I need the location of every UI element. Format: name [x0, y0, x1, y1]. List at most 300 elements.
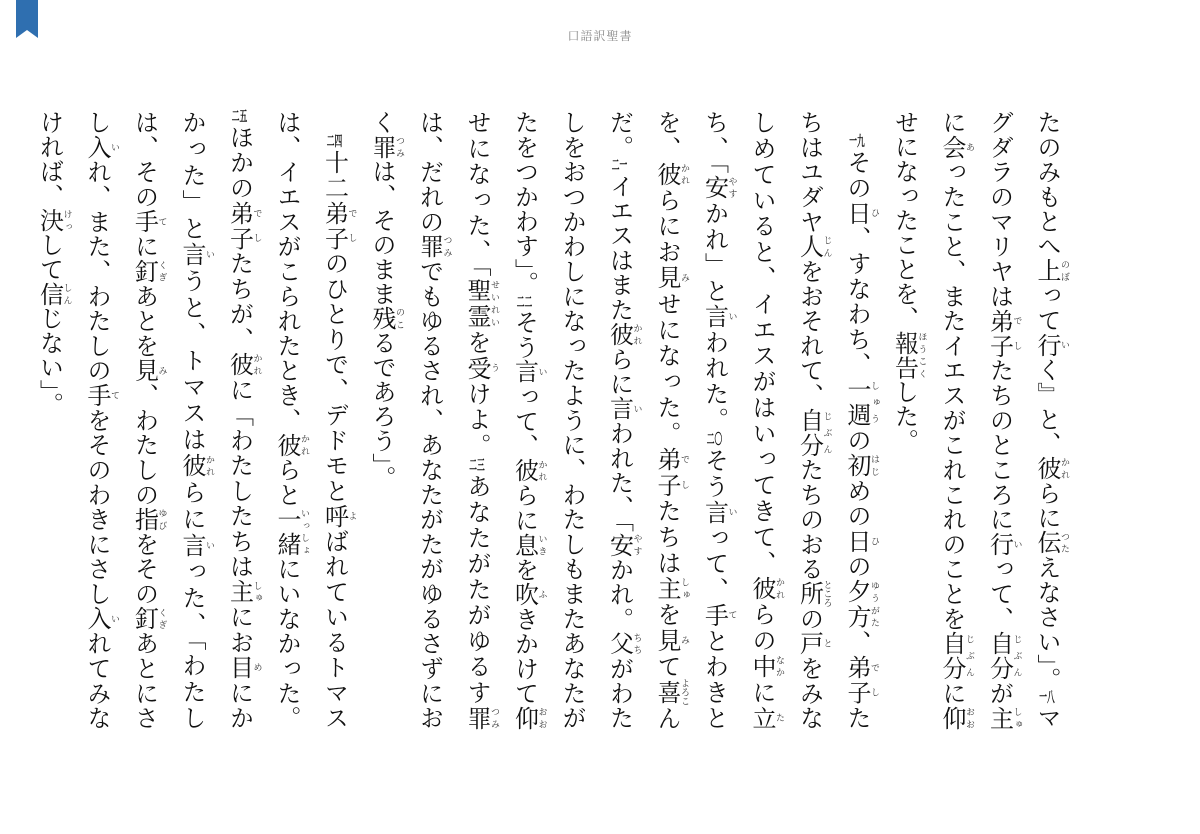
ruby-reading: ゆび: [156, 507, 167, 532]
text-run: らに: [178, 479, 206, 533]
furigana-word: [178, 453, 214, 480]
text-run: を: [653, 602, 681, 628]
ruby-reading: かれ: [1059, 456, 1069, 481]
text-run: にいなかった。: [273, 556, 301, 730]
furigana-word: [510, 532, 547, 558]
furigana-word: [653, 627, 689, 654]
furigana-word: [843, 200, 879, 226]
text-run: たのみもとへ: [1033, 110, 1061, 259]
ruby-reading: つみ: [441, 234, 452, 259]
text-run: そう: [700, 448, 729, 500]
ruby-base: 信: [35, 281, 64, 306]
text-run: たちのおる: [795, 457, 824, 582]
text-run: く』と、: [1033, 357, 1061, 457]
ruby-reading: いき: [536, 532, 547, 558]
ruby-reading: しゅ: [679, 576, 689, 601]
ruby-reading: つた: [1059, 530, 1069, 555]
ruby-base: 残: [368, 306, 396, 331]
furigana-word: [890, 330, 927, 380]
passage-text: [35, 110, 1070, 731]
text-run: をそのわきにさし: [83, 407, 111, 607]
furigana-word: [748, 705, 784, 731]
ruby-base: 手: [700, 602, 729, 629]
ruby-reading: じぶん: [964, 631, 974, 681]
text-run: に: [130, 234, 159, 259]
text-run: たちはユダヤ: [795, 110, 871, 730]
ruby-base: 日: [843, 200, 871, 226]
text-run: らに: [510, 483, 539, 533]
ruby-base: 釘: [130, 258, 159, 284]
ruby-reading: やす: [631, 532, 642, 558]
furigana-word: [1033, 258, 1069, 284]
furigana-word: [273, 432, 309, 458]
ruby-base: 自分: [938, 631, 966, 681]
text-run: ち、「: [700, 110, 729, 176]
ruby-reading: あ: [964, 134, 974, 160]
ruby-base: 行: [985, 531, 1014, 557]
text-run: あとにさし: [83, 110, 159, 730]
text-run: ばれているトマスは、イエスがこられたとき、: [273, 110, 349, 730]
ruby-base: 行: [1033, 332, 1061, 358]
ruby-base: 夕方: [843, 579, 871, 630]
furigana-word: [653, 161, 689, 188]
ruby-reading: しゅ: [1011, 705, 1022, 730]
text-run: マグダラのマリヤは: [985, 110, 1061, 731]
ruby-reading: のこ: [394, 306, 404, 331]
text-run: きかけて: [510, 606, 539, 706]
furigana-word: [938, 705, 974, 731]
text-run: は、だれの: [415, 110, 444, 235]
ruby-base: 言: [700, 304, 729, 330]
ruby-reading: み: [679, 627, 689, 653]
ruby-reading: ほうこく: [916, 330, 927, 380]
ruby-reading: い: [536, 359, 547, 384]
ruby-base: 言: [510, 359, 539, 385]
text-run: をみなしめていると、イエスがはいってきて、: [748, 110, 824, 730]
paragraph: [35, 110, 357, 731]
text-run: あとを: [130, 283, 159, 359]
furigana-word: [700, 304, 737, 330]
furigana-word: [368, 134, 404, 160]
ruby-reading: おお: [964, 705, 974, 730]
furigana-word: [510, 705, 547, 731]
text-run: われた、「: [605, 420, 634, 533]
ruby-base: 息: [510, 532, 539, 558]
furigana-word: [83, 382, 119, 408]
ruby-base: 父: [605, 631, 634, 657]
ruby-reading: くぎ: [156, 606, 167, 631]
ruby-base: 安: [605, 532, 634, 558]
reading-pane[interactable]: [35, 100, 1070, 800]
ruby-reading: じぶん: [821, 407, 832, 458]
paragraph: [368, 110, 879, 731]
furigana-word: [795, 407, 832, 458]
furigana-word: [130, 358, 167, 383]
verse-number: 二〇: [706, 432, 723, 447]
text-run: に: [938, 680, 966, 706]
verse-number: 一八: [1039, 691, 1055, 706]
text-run: の: [843, 427, 871, 453]
ruby-reading: ふ: [536, 582, 547, 607]
ruby-reading: しん: [61, 281, 72, 306]
ruby-base: 言: [700, 499, 729, 526]
ruby-base: 喜: [653, 678, 681, 706]
ruby-base: 弟子: [653, 446, 681, 499]
furigana-word: [35, 208, 72, 233]
ruby-reading: ところ: [821, 580, 832, 608]
furigana-word: [1033, 332, 1069, 358]
text-run: うと、トマスは: [178, 268, 206, 454]
ruby-base: 聖霊: [463, 278, 491, 330]
ruby-reading: かれ: [679, 161, 689, 187]
ruby-base: 立: [748, 705, 776, 731]
ruby-reading: た: [774, 705, 784, 731]
furigana-word: [653, 678, 689, 706]
text-run: 、わたしの: [130, 382, 159, 507]
ruby-reading: かれ: [204, 453, 214, 478]
ruby-base: 伝: [1033, 530, 1061, 556]
ruby-base: 彼: [273, 432, 301, 458]
furigana-word: [843, 528, 879, 554]
furigana-word: [415, 234, 452, 259]
ruby-base: 主: [225, 579, 254, 605]
ruby-reading: やす: [726, 175, 737, 200]
ruby-base: 主: [653, 576, 681, 603]
furigana-word: [463, 278, 499, 330]
text-run: は、そのまま: [368, 159, 396, 306]
text-run: めの: [843, 478, 871, 529]
text-run: その: [843, 150, 871, 201]
ruby-base: 見: [130, 358, 159, 383]
furigana-word: [653, 446, 689, 499]
ruby-reading: しゅ: [251, 579, 262, 604]
furigana-word: [653, 576, 689, 603]
furigana-word: [843, 453, 879, 479]
ruby-base: 戸: [795, 631, 824, 656]
ruby-base: 人: [795, 234, 824, 259]
text-run: [843, 110, 871, 135]
furigana-word: [843, 377, 879, 428]
furigana-word: [273, 507, 309, 557]
ruby-base: 一週: [843, 377, 871, 428]
furigana-word: [605, 631, 642, 657]
furigana-word: [653, 265, 689, 292]
furigana-word: [700, 175, 737, 201]
ruby-base: 入: [83, 606, 111, 632]
text-run: らにお: [653, 187, 681, 266]
ruby-reading: い: [726, 499, 737, 524]
ruby-base: 彼: [225, 352, 254, 378]
ruby-reading: ひ: [869, 528, 879, 554]
text-run: 、: [843, 629, 871, 655]
furigana-word: [748, 653, 784, 680]
ruby-reading: ちち: [631, 631, 642, 656]
text-run: じない」。: [35, 306, 64, 417]
ruby-base: 吹: [510, 582, 539, 607]
text-run: せになった、「: [463, 110, 491, 279]
text-run: たちは: [653, 498, 681, 577]
text-run: の: [843, 554, 871, 580]
furigana-word: [605, 532, 642, 558]
text-run: らの: [748, 601, 776, 654]
ruby-base: 所: [795, 580, 824, 608]
text-run: たちが、: [225, 251, 254, 352]
furigana-word: [83, 606, 119, 632]
text-run: にかかった」と: [178, 110, 254, 730]
text-run: ほかの: [225, 124, 254, 201]
ruby-reading: じぶん: [1011, 631, 1022, 681]
furigana-word: [795, 631, 832, 656]
ruby-reading: う: [489, 355, 499, 380]
ruby-base: 仰: [938, 705, 966, 730]
text-run: とわきとを、: [653, 110, 729, 730]
ruby-base: 指: [130, 507, 159, 532]
ruby-reading: けっ: [61, 208, 72, 233]
ruby-reading: い: [631, 396, 642, 421]
page-title: 口語訳聖書: [567, 29, 633, 43]
ruby-reading: い: [109, 606, 119, 631]
paragraph: [890, 110, 1069, 731]
furigana-word: [510, 458, 547, 484]
text-run: るであろう」。: [368, 330, 396, 490]
ruby-base: 彼: [178, 453, 206, 480]
ruby-base: 彼: [1033, 456, 1061, 481]
text-run: を: [510, 557, 539, 582]
ruby-base: 罪: [415, 234, 444, 259]
ruby-reading: でし: [346, 200, 357, 251]
furigana-word: [795, 580, 832, 608]
ruby-base: 主: [985, 705, 1014, 730]
ruby-base: 決: [35, 208, 64, 233]
ruby-reading: でし: [251, 200, 262, 251]
ruby-reading: でし: [1011, 308, 1022, 358]
furigana-word: [83, 134, 119, 160]
ruby-base: 目: [225, 655, 254, 681]
ruby-base: 弟子: [320, 200, 349, 251]
furigana-word: [700, 499, 737, 526]
ruby-reading: と: [821, 631, 832, 656]
ruby-reading: て: [109, 382, 119, 408]
ruby-base: 釘: [130, 606, 159, 632]
furigana-word: [130, 507, 167, 532]
text-run: けよ。: [463, 381, 491, 459]
ruby-reading: め: [251, 655, 262, 680]
furigana-word: [843, 655, 879, 706]
text-run: に「わたしたちは: [225, 377, 254, 580]
text-run: あなたがたがゆるす: [463, 473, 491, 706]
ruby-reading: て: [726, 602, 737, 627]
furigana-word: [700, 602, 737, 629]
ruby-reading: よろこ: [679, 678, 689, 706]
text-run: れ、また、わたしの: [83, 159, 111, 383]
furigana-word: [178, 242, 214, 269]
ruby-reading: つみ: [489, 705, 499, 730]
ruby-base: 自分: [985, 631, 1014, 681]
text-run: 十二: [320, 150, 349, 201]
ruby-reading: かれ: [631, 322, 642, 347]
ruby-reading: くぎ: [156, 258, 167, 284]
ruby-base: 罪: [463, 705, 491, 730]
text-run: って、: [700, 525, 729, 603]
furigana-word: [463, 705, 499, 731]
furigana-word: [985, 308, 1022, 359]
ruby-base: 見: [653, 627, 681, 654]
ruby-reading: なか: [774, 653, 784, 679]
text-run: せになった。: [653, 291, 681, 447]
furigana-word: [320, 503, 357, 529]
ruby-base: 弟子: [985, 308, 1014, 359]
ruby-reading: い: [1059, 332, 1069, 358]
ruby-base: 仰: [510, 705, 539, 731]
text-run: ったこと、またイエスがこれこれのことを: [938, 159, 966, 632]
furigana-word: [130, 606, 167, 632]
furigana-word: [368, 306, 404, 331]
ruby-base: 一緒: [273, 507, 301, 557]
verse-number: 二二: [516, 295, 533, 310]
ruby-reading: かれ: [251, 352, 262, 377]
ruby-base: 日: [843, 528, 871, 554]
ruby-reading: かれ: [536, 458, 547, 483]
furigana-word: [463, 355, 499, 382]
ruby-base: 安: [700, 175, 729, 201]
ruby-base: 報告: [890, 330, 919, 380]
ruby-reading: おお: [536, 705, 547, 731]
ruby-reading: い: [204, 532, 214, 558]
ruby-reading: かれ: [774, 576, 784, 601]
furigana-word: [510, 582, 547, 607]
ruby-base: 上: [1033, 258, 1061, 284]
ruby-reading: よ: [346, 503, 357, 528]
ruby-reading: い: [1011, 531, 1022, 557]
ruby-reading: でし: [869, 655, 879, 705]
furigana-word: [748, 576, 784, 602]
text-run: った、「わたしは、その: [130, 110, 206, 731]
ruby-reading: かれ: [299, 432, 309, 458]
ruby-reading: て: [156, 209, 167, 234]
ruby-reading: み: [679, 265, 689, 290]
furigana-word: [985, 531, 1022, 557]
ruby-reading: い: [204, 242, 214, 267]
ruby-base: 言: [605, 396, 634, 421]
verse-number: 一九: [849, 135, 865, 150]
ruby-reading: い: [109, 134, 119, 160]
furigana-word: [938, 631, 974, 681]
ruby-base: 手: [130, 209, 159, 235]
ruby-reading: ひ: [869, 200, 879, 225]
furigana-word: [985, 631, 1022, 681]
text-run: をおそれて、: [795, 258, 824, 408]
ruby-base: 言: [178, 242, 206, 269]
furigana-word: [225, 579, 262, 605]
ruby-base: 彼: [748, 576, 776, 602]
text-run: らに: [1033, 480, 1061, 531]
text-run: を: [463, 329, 491, 356]
ruby-reading: じん: [821, 234, 832, 259]
text-run: 、すなわち、: [843, 225, 871, 378]
ruby-base: 自分: [795, 407, 824, 458]
text-run: たちのところに: [985, 358, 1014, 532]
ruby-reading: せいれい: [489, 278, 499, 329]
text-run: がわたしをおつかわしになったように、わたしもまたあなたがたをつかわす」。: [510, 110, 634, 731]
ruby-reading: い: [726, 304, 737, 329]
ruby-base: 受: [463, 355, 491, 382]
ruby-base: 中: [748, 653, 776, 680]
furigana-word: [605, 396, 642, 421]
text-run: って: [1033, 283, 1061, 333]
text-run: に: [748, 679, 776, 706]
ruby-reading: いっしょ: [299, 507, 309, 557]
furigana-word: [130, 258, 167, 284]
ruby-reading: しゅう: [869, 377, 879, 427]
text-run: かれ」と: [700, 201, 729, 304]
ruby-base: 会: [938, 134, 966, 160]
furigana-word: [985, 705, 1022, 731]
furigana-word: [510, 359, 547, 385]
ruby-base: 言: [178, 532, 206, 560]
text-run: せになったことを、: [890, 110, 919, 331]
furigana-word: [843, 579, 879, 630]
text-run: に: [938, 110, 966, 135]
ruby-base: 初: [843, 453, 871, 479]
text-run: でもゆるされ、あなたがたがゆるさずにおく: [368, 110, 444, 730]
ruby-base: 見: [653, 265, 681, 292]
ruby-reading: み: [156, 358, 167, 383]
text-run: えなさい」。: [1033, 555, 1061, 692]
verse-number: 二三: [469, 458, 485, 473]
text-run: れてみなければ、: [35, 110, 111, 730]
ruby-base: 弟子: [843, 655, 871, 706]
text-run: の: [795, 605, 824, 632]
text-run: って、: [510, 384, 539, 459]
text-run: われた。: [700, 329, 729, 433]
verse-number: 二四: [326, 135, 343, 150]
text-run: かれ。: [605, 557, 634, 632]
furigana-word: [1033, 456, 1069, 481]
text-run: らに: [605, 346, 634, 397]
ruby-reading: はじ: [869, 453, 879, 478]
ruby-reading: ゆうがた: [869, 579, 879, 629]
verse-number: 二五: [231, 110, 248, 124]
text-run: [321, 110, 349, 135]
furigana-word: [605, 322, 642, 347]
furigana-word: [178, 532, 214, 560]
ruby-base: 呼: [320, 503, 349, 529]
furigana-word: [225, 655, 262, 681]
text-run: にお: [225, 604, 254, 655]
text-run: って、: [985, 556, 1014, 632]
ruby-reading: つみ: [394, 134, 404, 159]
text-run: をその: [130, 531, 159, 607]
furigana-word: [35, 281, 72, 307]
text-run: して: [35, 232, 64, 282]
furigana-word: [1033, 530, 1069, 556]
text-run: のひとりで、デドモと: [320, 251, 349, 504]
ruby-base: 彼: [653, 161, 681, 188]
ruby-base: 罪: [368, 134, 396, 159]
furigana-word: [225, 200, 262, 252]
text-run: らと: [273, 457, 301, 507]
ruby-reading: のぼ: [1059, 258, 1069, 283]
text-run: した。: [890, 379, 919, 453]
furigana-word: [130, 209, 167, 235]
text-run: そう: [510, 309, 539, 360]
ruby-base: 入: [83, 134, 111, 160]
ruby-base: 彼: [605, 322, 634, 347]
ruby-base: 手: [83, 382, 111, 408]
furigana-word: [320, 200, 357, 252]
text-run: て: [653, 653, 681, 680]
ruby-base: 弟子: [225, 200, 254, 251]
